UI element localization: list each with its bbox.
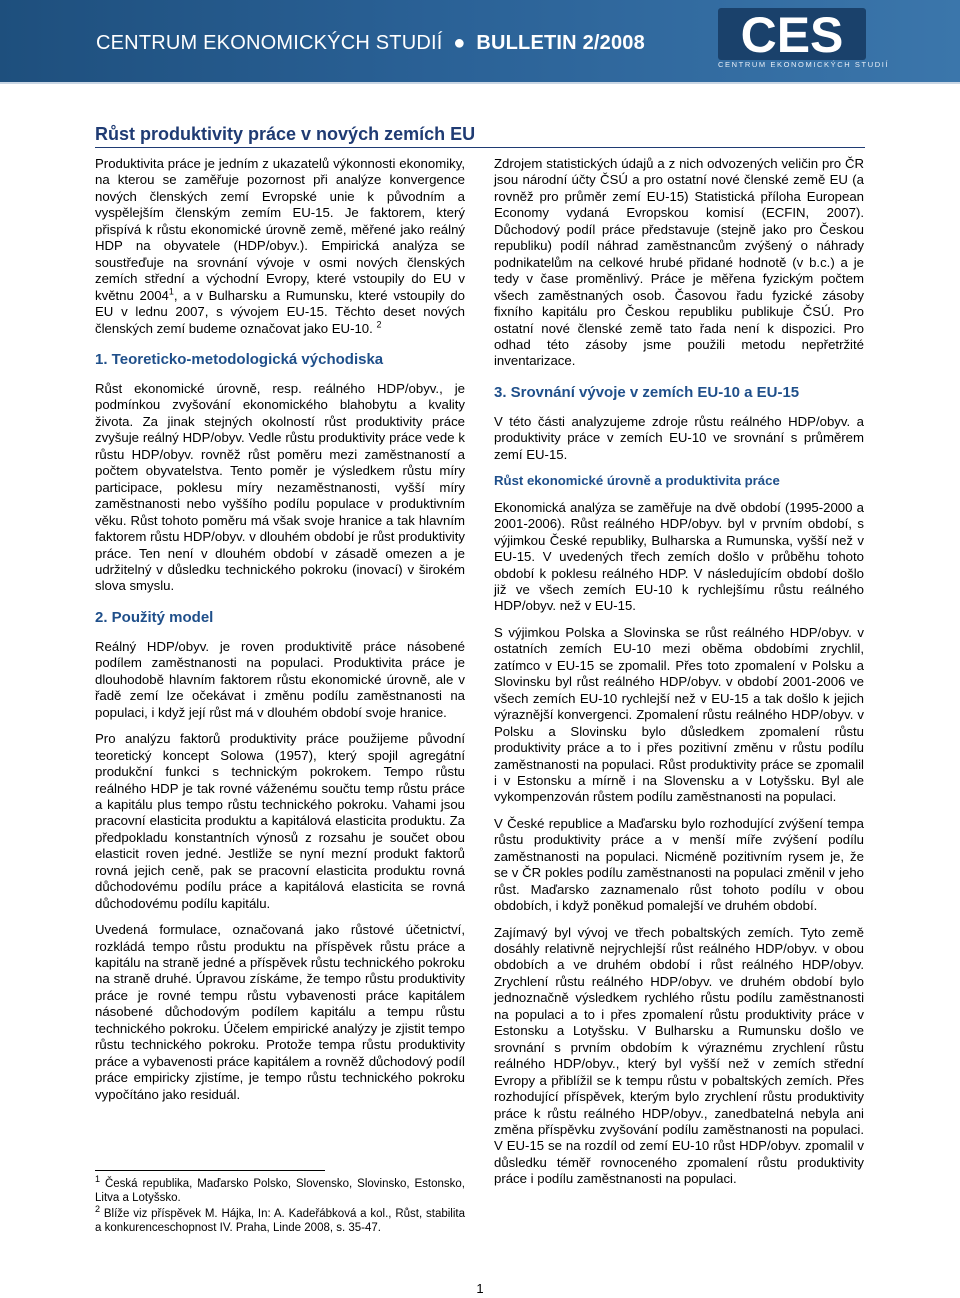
footnote-mark: 2 [95,1204,101,1215]
data-sources-paragraph: Zdrojem statistických údajů a z nich odvozených veličin pro ČR jsou národní účty ČSÚ a pro ostatní nové členské země EU (a rovněž pro průměr zemí EU-15) Statistická příloha European Economy vydaná Evropskou komisí (ECFIN, 2007). Důchodový podíl práce představuje (stejně jako pro Českou republiku) podíl náhrad zaměstnancům zvýšený o náhrady podnikatelům na celkové hrubé přidané hodnotě (v b.c.) a je tedy v čase proměnlivý. Práce je měřena fyzickým počtem všech zaměstnaných osob. Časovou řadu fyzické zásoby fixního kapitálu pro Českou republiku publikuje ČSÚ. Pro ostatní nové členské země tato řada není k dispozici. Pro odhad této zásoby jsme použili metodu nepřetržité inventarizace. [494,156,864,369]
section3-intro-paragraph: V této části analyzujeme zdroje růstu reálného HDP/obyv. a produktivity práce v zemích EU-10 ve srovnání s průměrem zemí EU-15. [494,413,864,462]
footnote-1 [95,1174,466,1205]
footnote-text: Blíže viz příspěvek M. Hájka, In: A. Kadeřábková a kol., Růst, stabilita a konkurenceschopnost IV. Praha, Linde 2008, s. 35-47. [95,1208,465,1234]
section3-paragraph-3: V České republice a Maďarsku bylo rozhodující zvýšení tempa růstu produktivity práce a v menší míře zvýšení podílu zaměstnanosti na populaci. Nicméně pozitivním rysem je, že se v ČR pokles podílu zaměstnanosti na populaci změnil v jeho růst. Maďarsko zaznamenalo růst tohoto podílu v obou obdobích, i když poněkud pomalejší ve druhém období. [494,815,864,914]
section-heading-3: 3. Srovnání vývoje v zemích EU-10 a EU-15 [494,383,800,401]
right-column [494,156,864,1198]
section1-paragraph: Růst ekonomické úrovně, resp. reálného HDP/obyv., je podmínkou zvyšování ekonomického blahobytu a kvality života. Za jinak stejných okolností růst produktivity práce zvyšuje reálný HDP/obyv. Vedle růstu produktivity práce vede k růstu HDP/obyv. rovněž růst poměru mezi zaměstnaností a počtem obyvatelstva. Tento poměr je výsledkem růstu míry participace, poklesu míry nezaměstnanosti, vyšší míry zaměstnanosti nebo vyššího podílu populace v produktivním věku. Růst tohoto poměru má však svoje hranice a tak hlavním faktorem růstu HDP/obyv. v dlouhém období je růst produktivity práce. Ten není v dlouhém období v zásadě omezen a je udržitelný v důsledku technického pokroku (inovací) v širokém slova smyslu. [95,380,465,594]
logo-subtitle: CENTRUM EKONOMICKÝCH STUDIÍ [718,60,890,69]
bulletin-number: BULLETIN 2/2008 [476,32,645,54]
intro-paragraph [95,156,465,337]
page-number: 1 [476,1281,484,1296]
intro-text: Produktivita práce je jedním z ukazatelů výkonnosti ekonomiky, na kterou se zaměřuje pozornost při analýze konvergence nových členských zemí Evropské unie k původním a vyspělejším členským zemím EU-15. Je faktorem, který přispívá k růstu ekonomické úrovně země, měřené jako reálný HDP na obyvatele (HDP/obyv.). Empirická analýza se soustřeďuje na srovnání vývoje v osmi nových členských zemích střední a východní Evropy, které vstoupily do EU v květnu 2004 [95,156,465,303]
subsection-heading: Růst ekonomické úrovně a produktivita práce [494,473,780,489]
ces-logo [718,8,890,76]
logo-letters: CES [740,8,844,60]
footnote-text: Česká republika, Maďarsko Polsko, Slovensko, Slovinsko, Estonsko, Litva a Lotyšsko. [95,1178,466,1204]
section-heading-2: 2. Použitý model [95,608,214,626]
footnotes [95,1170,465,1237]
footnote-divider [95,1170,325,1171]
footnote-2 [95,1204,465,1235]
org-name: CENTRUM EKONOMICKÝCH STUDIÍ [96,32,443,54]
bulletin-title [96,32,645,55]
ces-logo-icon [718,8,866,60]
section-heading-1: 1. Teoreticko-metodologická východiska [95,350,384,368]
intro-text-cont: , a v Bulharsku a Rumunsku, které vstoupily do EU v lednu 2007, s vývojem EU-15. Těchto deset nových členských zemí budeme označovat jako EU-10. [95,287,465,336]
section2-paragraph-2: Pro analýzu faktorů produktivity práce použijeme původní teoretický koncept Solowa (1957), který spojil agregátní produkční funkci s technickým pokrokem. Tempo růstu reálného HDP je tak rovné váženému součtu temp růstu práce a kapitálu plus tempo růstu technického pokroku. Vahami jsou pracovní elasticita produktu a kapitálová elasticita produktu. Za předpokladu konstantních výnosů z rozsahu je součet obou elasticit roven jedné. Jestliže se nyní mezní produkt faktorů rovná jejich ceně, pak se pracovní elasticita produktu rovná důchodovému podílu práce a kapitálová elasticita se rovná důchodovému podílu kapitálu. [95,731,465,911]
section3-paragraph-2: S výjimkou Polska a Slovinska se růst reálného HDP/obyv. v ostatních zemích EU-10 mezi oběma obdobími zrychlil, zatímco v EU-15 se zpomalil. Přes toto zpomalení v Polsku a Slovinsku byl růst reálného HDP/obyv. v období 2001-2006 ve všech zemích EU-10 rychlejší než v EU-15 a tak došlo k jejich výraznější konvergenci. Zpomalení růstu reálného HDP/obyv. v Polsku a Slovinsku bylo důsledkem zpomalení růstu produktivity práce a to i přes pozitivní změnu v růstu podílu zaměstnanosti na populaci. Růst produktivity práce se zpomalil i v Estonsku a mírně i na Slovensku a v Lotyšsku. Byl ale vykompenzován růstem podílu zaměstnanosti na populaci. [494,624,864,805]
article-title: Růst produktivity práce v nových zemích EU [95,124,865,148]
footnote-ref-1: 1 [168,286,174,297]
separator-bullet: ● [453,32,466,54]
section3-paragraph-4: Zajímavý byl vývoj ve třech pobaltských zemích. Tyto země dosáhly relativně nejrychlejší růst reálného HDP/obyv. v obou obdobích a ve druhém období i růst reálného HDP/obyv. Zrychlení růstu reálného HDP/obyv. ve druhém období bylo jednoznačně výsledkem rychlého růstu podílu zaměstnanosti na populaci a to i přes zpomalení růstu produktivity práce v Estonsku a Lotyšsku. V Bulharsku a Rumunsku došlo ve srovnání s prvním obdobím k výraznému zrychlení růstu reálného HDP/obyv., který byl vyšší než v zemích střední Evropy a přiblížil se k tempu růstu v pobaltských zemích. Přes rozhodující příspěvek, kterým bylo zrychlení růstu produktivity práce k růstu reálného HDP/obyv., zanedbatelná nebyla ani změna příspěvku zvyšování podílu zaměstnanosti na populaci. V EU-15 se na rozdíl od zemí EU-10 růst HDP/obyv. zpomalil v důsledku téměř rovnoceného zpomalení růstu produktivity práce i podílu zaměstnanosti na populaci. [494,924,864,1187]
footnote-mark: 1 [95,1174,101,1185]
left-column [95,156,465,1113]
section3-paragraph-1: Ekonomická analýza se zaměřuje na dvě období (1995-2000 a 2001-2006). Růst reálného HDP/obyv. byl v prvním období, s výjimkou České republiky, Bulharska a Rumunska, vyšší než v EU-15. V uvedených třech zemích došlo v průběhu tohoto období k poklesu reálného HDP. V následujícím období došlo již ve všech zemích EU-10 k rychlejšímu růstu reálného HDP/obyv. než v EU-15. [494,499,864,614]
footnote-ref-2: 2 [376,319,382,330]
header-banner [0,0,960,84]
section2-paragraph-1: Reálný HDP/obyv. je roven produktivitě práce násobené podílem zaměstnanosti na populaci. Produktivita práce je dlouhodobě hlavním faktorem růstu ekonomické úrovně, ale v řadě zemí lze očekávat i změnu podílu zaměstnanosti na populaci, i když její růst má v dlouhém období svoje hranice. [95,638,465,720]
section2-paragraph-3: Uvedená formulace, označovaná jako růstové účetnictví, rozkládá tempo růstu produktu na příspěvek růstu práce a kapitálu na straně jedné a příspěvek růstu technického pokroku na straně druhé. Úpravou získáme, že tempo růstu produktivity práce je rovné tempu růstu vybavenosti práce kapitálem násobené důchodovým podílem kapitálu a tempu růstu technického pokroku. Účelem empirické analýzy je zjistit tempo růstu technického pokroku. Protože tempa růstu produktivity práce a vybavenosti práce kapitálem a rovněž důchodový podíl práce empiricky zjistíme, je tempo růstu technického pokroku vypočítáno jako residuál. [95,922,465,1102]
